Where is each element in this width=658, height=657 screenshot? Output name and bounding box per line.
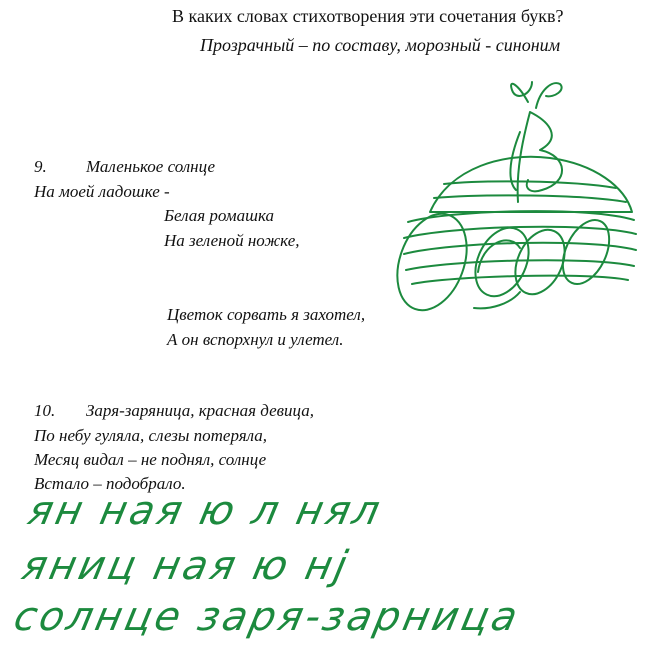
body-segment	[554, 213, 619, 292]
body-segment	[390, 204, 479, 320]
task-hint: Прозрачный – по составу, морозный - синоним	[200, 35, 561, 55]
poem9-line: А он вспорхнул и улетел.	[167, 330, 344, 349]
poem9-line: Белая ромашка	[164, 206, 274, 225]
task-question: В каких словах стихотворения эти сочетания букв?	[172, 6, 564, 26]
shell-dome	[430, 157, 632, 212]
handwritten-answer-line: солнце заря-зарница	[10, 594, 525, 640]
poem10-line: Встало – подобрало.	[34, 474, 186, 493]
handwritten-answer-line: яниц нaя ю нj	[18, 543, 355, 589]
poem9-line: Маленькое солнце	[86, 157, 216, 176]
poem9-line: На зеленой ножке,	[164, 231, 300, 250]
poem9-line: На моей ладошке -	[34, 182, 170, 201]
rebus-drawing	[390, 72, 640, 332]
antenna-left	[511, 82, 532, 102]
body-segment	[506, 222, 575, 302]
poem10-number: 10.	[34, 401, 56, 420]
poem9-number: 9.	[34, 157, 47, 176]
antenna-right	[536, 83, 562, 108]
poem9-line: Цветок сорвать я захотел,	[167, 305, 366, 324]
poem10-line: Заря-заряница, красная девица,	[86, 401, 314, 420]
poem10-line: По небу гуляла, слезы потеряла,	[34, 426, 268, 445]
body-segment	[465, 219, 539, 305]
poem10-line: Месяц видал – не поднял, солнце	[34, 450, 267, 469]
handwritten-answer-line: ян нaя ю л нял	[24, 488, 387, 534]
